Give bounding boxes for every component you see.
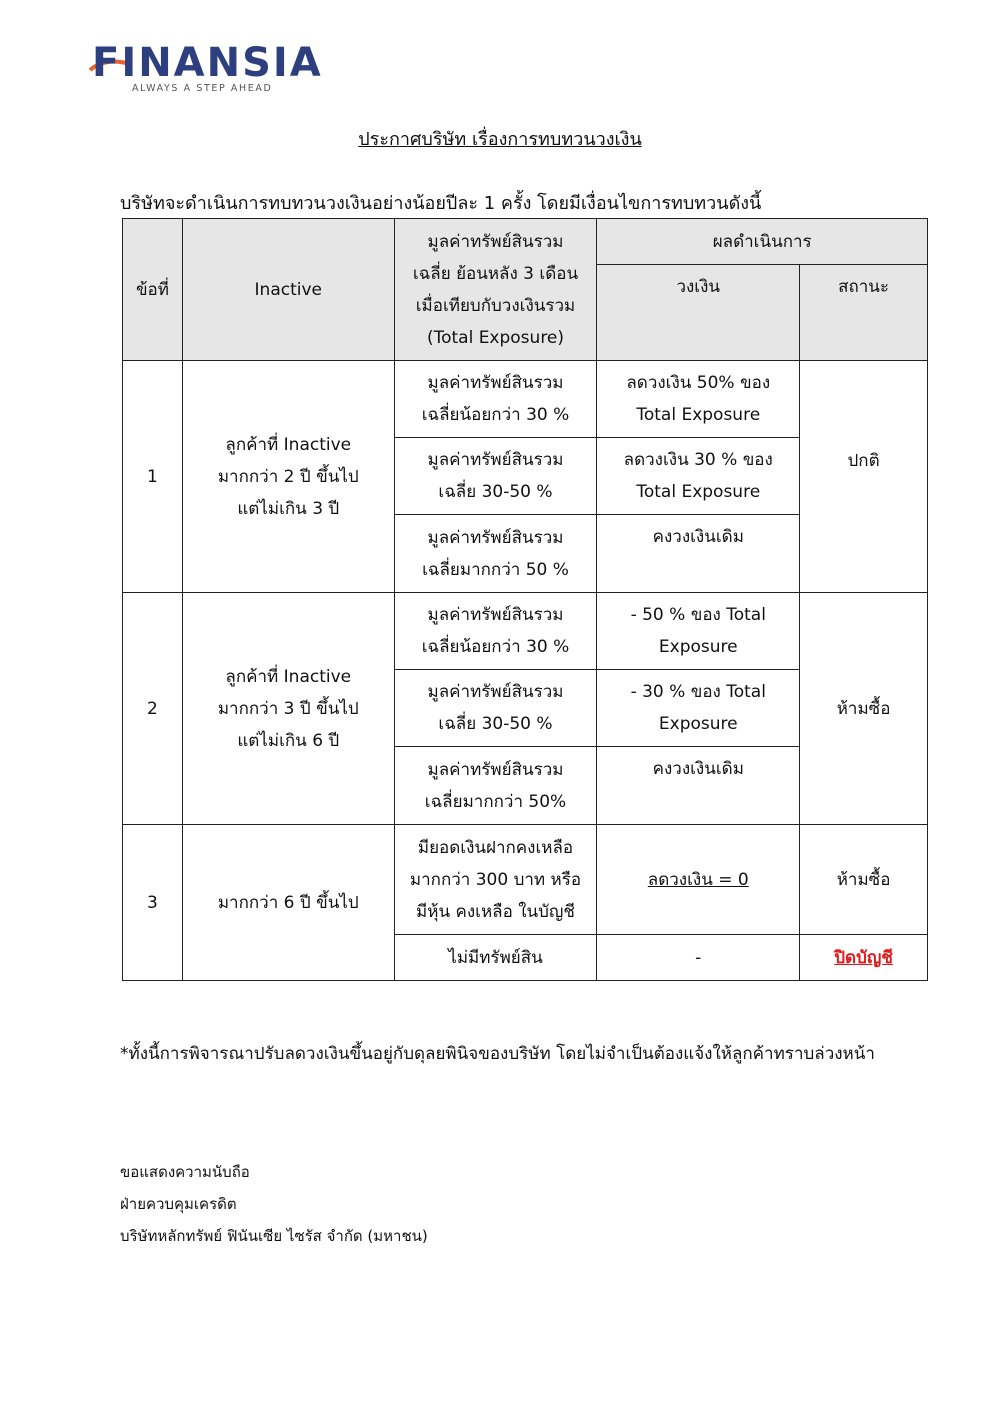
limit-cell: คงวงเงินเดิม bbox=[597, 747, 800, 825]
header-inactive: Inactive bbox=[182, 219, 394, 361]
limit-cell: - 50 % ของ Total Exposure bbox=[597, 593, 800, 670]
asset-cell: มูลค่าทรัพย์สินรวม เฉลี่ย 30-50 % bbox=[394, 670, 597, 747]
limit-cell: คงวงเงินเดิม bbox=[597, 515, 800, 593]
asset-cell: มูลค่าทรัพย์สินรวม เฉลี่ยน้อยกว่า 30 % bbox=[394, 593, 597, 670]
intro-text: บริษัทจะดำเนินการทบทวนวงเงินอย่างน้อยปีละ 1 ครั้ง โดยมีเงื่อนไขการทบทวนดังนี้ bbox=[120, 193, 762, 214]
inactive-cell: ลูกค้าที่ Inactive มากกว่า 3 ปี ขึ้นไป แต่ไม่เกิน 6 ปี bbox=[182, 593, 394, 825]
disclaimer-note: *ทั้งนี้การพิจารณาปรับลดวงเงินขึ้นอยู่กับดุลยพินิจของบริษัท โดยไม่จำเป็นต้องแจ้งให้ลูกค้าทราบล่วงหน้า bbox=[120, 1044, 875, 1064]
page-title: ประกาศบริษัท เรื่องการทบทวนวงเงิน bbox=[358, 129, 642, 150]
signature-department: ฝ่ายควบคุมเครดิต bbox=[120, 1195, 237, 1213]
asset-cell: มูลค่าทรัพย์สินรวม เฉลี่ย 30-50 % bbox=[394, 438, 597, 515]
limit-cell: - 30 % ของ Total Exposure bbox=[597, 670, 800, 747]
status-cell: ห้ามซื้อ bbox=[800, 593, 928, 825]
status-cell: ปกติ bbox=[800, 361, 928, 593]
row-no: 3 bbox=[123, 825, 183, 981]
signature-line: ขอแสดงความนับถือ bbox=[120, 1163, 250, 1181]
header-no: ข้อที่ bbox=[123, 219, 183, 361]
header-result: ผลดำเนินการ bbox=[597, 219, 928, 265]
inactive-cell: มากกว่า 6 ปี ขึ้นไป bbox=[182, 825, 394, 981]
header-limit: วงเงิน bbox=[597, 265, 800, 361]
row-no: 1 bbox=[123, 361, 183, 593]
limit-cell: ลดวงเงิน 30 % ของ Total Exposure bbox=[597, 438, 800, 515]
inactive-cell: ลูกค้าที่ Inactive มากกว่า 2 ปี ขึ้นไป แต่ไม่เกิน 3 ปี bbox=[182, 361, 394, 593]
asset-cell: ไม่มีทรัพย์สิน bbox=[394, 935, 597, 981]
row-no: 2 bbox=[123, 593, 183, 825]
asset-cell: มูลค่าทรัพย์สินรวม เฉลี่ยน้อยกว่า 30 % bbox=[394, 361, 597, 438]
header-asset: มูลค่าทรัพย์สินรวม เฉลี่ย ย้อนหลัง 3 เดือน เมื่อเทียบกับวงเงินรวม (Total Exposure) bbox=[394, 219, 597, 361]
signature-company: บริษัทหลักทรัพย์ ฟินันเซีย ไซรัส จำกัด (มหาชน) bbox=[120, 1227, 428, 1245]
limit-cell: ลดวงเงิน = 0 bbox=[597, 825, 800, 935]
logo-wordmark: FINANSIA bbox=[92, 40, 323, 86]
status-cell-closed: ปิดบัญชี bbox=[800, 935, 928, 981]
asset-cell: มูลค่าทรัพย์สินรวม เฉลี่ยมากกว่า 50% bbox=[394, 747, 597, 825]
status-cell: ห้ามซื้อ bbox=[800, 825, 928, 935]
finansia-logo bbox=[92, 40, 342, 98]
review-table bbox=[122, 218, 928, 981]
asset-cell: มียอดเงินฝากคงเหลือ มากกว่า 300 บาท หรือ มีหุ้น คงเหลือ ในบัญชี bbox=[394, 825, 597, 935]
header-status: สถานะ bbox=[800, 265, 928, 361]
logo-tagline: ALWAYS A STEP AHEAD bbox=[132, 83, 273, 94]
limit-cell: ลดวงเงิน 50% ของ Total Exposure bbox=[597, 361, 800, 438]
limit-cell: - bbox=[597, 935, 800, 981]
asset-cell: มูลค่าทรัพย์สินรวม เฉลี่ยมากกว่า 50 % bbox=[394, 515, 597, 593]
